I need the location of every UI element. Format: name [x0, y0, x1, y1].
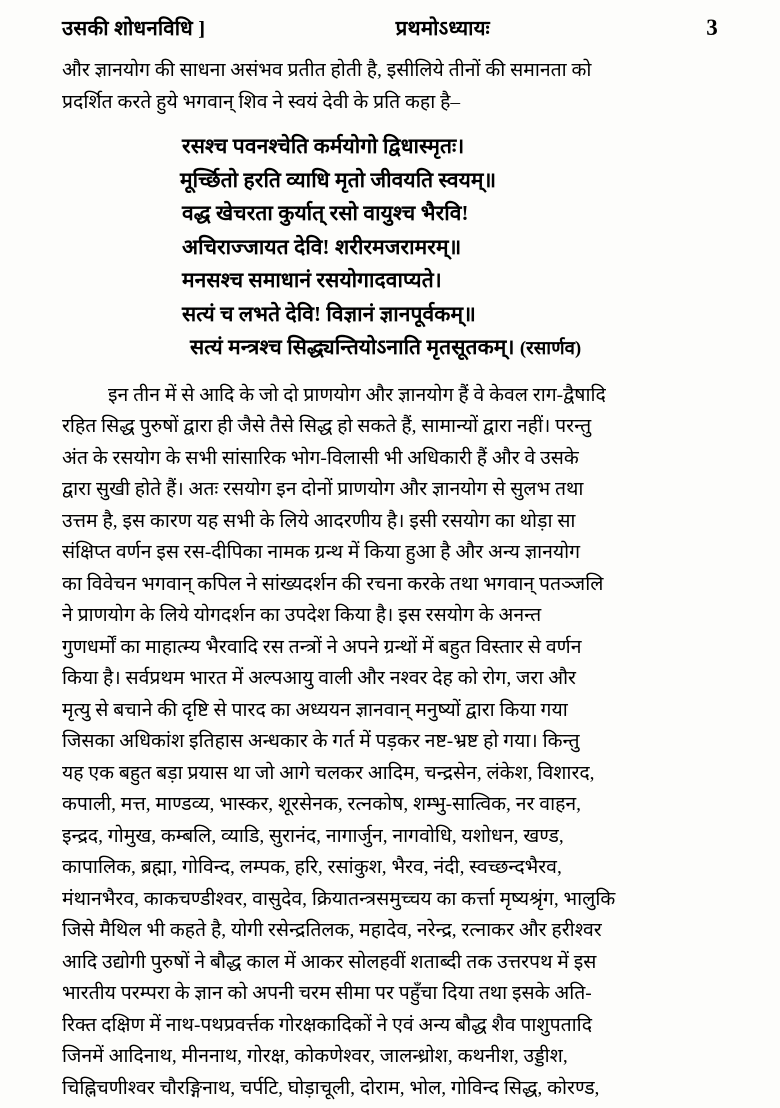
running-header	[62, 0, 722, 42]
body-line-11: मृत्यु से बचाने की दृष्टि से पारद का अध्ययन ज्ञानवान् मनुष्यों द्वारा किया गया	[62, 699, 568, 721]
verse-line-5: मनसश्च समाधानं रसयोगादवाप्यते।	[182, 268, 442, 292]
body-line-21: रिक्त दक्षिण में नाथ-पथप्रवर्त्तक गोरक्षकादिकों ने एवं अन्य बौद्ध शैव पाशुपतादि	[62, 1014, 593, 1036]
body-line-9: गुणधर्मों का माहात्म्य भैरवादि रस तन्त्रों ने अपने ग्रन्थों में बहुत विस्तार से वर्णन	[62, 636, 582, 658]
verse-source-citation: (रसार्णव)	[519, 339, 582, 359]
body-line-2: रहित सिद्ध पुरुषों द्वारा ही जैसे तैसे सिद्ध हो सकते हैं, सामान्यों द्वारा नहीं। परन्तु	[62, 416, 592, 437]
body-line-13: यह एक बहुत बड़ा प्रयास था जो आगे चलकर आदिम, चन्द्रसेन, लंकेश, विशारद,	[62, 762, 595, 784]
body-line-17: मंथानभैरव, काकचण्डीश्वर, वासुदेव, क्रियातन्त्रसमुच्चय का कर्त्ता मृष्यश्रृंग, भालुकि	[62, 888, 616, 910]
intro-paragraph-text	[62, 55, 722, 118]
intro-paragraph	[62, 55, 722, 118]
body-line-10: किया है। सर्वप्रथम भारत में अल्पआयु वाली और नश्वर देह को रोग, जरा और	[62, 668, 576, 689]
body-line-22: जिनमें आदिनाथ, मीननाथ, गोरक्ष, कोकणेश्वर, जालन्ध्रोश, कथनीश, उड्डीश,	[62, 1046, 568, 1067]
body-line-20: भारतीय परम्परा के ज्ञान को अपनी चरम सीमा पर पहुँचा दिया तथा इसके अति-	[62, 983, 592, 1004]
intro-line-1: और ज्ञानयोग की साधना असंभव प्रतीत होती है, इसीलिये तीनों की समानता को	[62, 60, 592, 81]
verse-line-1: रसश्च पवनश्चेति कर्मयोगो द्विधास्मृतः।	[182, 134, 465, 158]
main-paragraph-text	[62, 380, 722, 1105]
body-line-19: आदि उद्योगी पुरुषों ने बौद्ध काल में आकर सोलहवीं शताब्दी तक उत्तरपथ में इस	[62, 951, 597, 973]
header-left-title: उसकी शोधनविधि ]	[62, 18, 206, 40]
verse-line-7-with-source	[62, 331, 722, 367]
body-line-23: चिह्निचणीश्वर चौरङ्गिनाथ, चर्पटि, घोड़ाचूली, दोराम, भोल, गोविन्द सिद्ध, कोरण्ड,	[62, 1077, 600, 1099]
body-line-12: जिसका अधिकांश इतिहास अन्धकार के गर्त में पड़कर नष्ट-भ्रष्ट हो गया। किन्तु	[62, 731, 580, 752]
verse-line-3: वद्ध खेचरता कुर्यात् रसो वायुश्च भैरवि!	[182, 201, 469, 225]
body-line-1: इन तीन में से आदि के जो दो प्राणयोग और ज्ञानयोग हैं वे केवल राग-द्वैषादि	[108, 384, 606, 406]
main-paragraph	[62, 380, 722, 1105]
verse-line-7: सत्यं मन्त्रश्च सिद्ध्यन्तियोऽनाति मृतसूतकम्।	[190, 335, 515, 359]
body-line-14: कपाली, मत्त, माण्डव्य, भास्कर, शूरसेनक, रत्नकोष, शम्भु-सात्विक, नर वाहन,	[62, 794, 582, 815]
sanskrit-verse-block	[62, 130, 722, 367]
header-chapter-title: प्रथमोऽध्यायः	[395, 18, 490, 40]
body-line-18: जिसे मैथिल भी कहते है, योगी रसेन्द्रतिलक, महादेव, नरेन्द्र, रत्नाकर और हरीश्वर	[62, 920, 602, 941]
page-number: 3	[706, 15, 718, 40]
verse-line-6: सत्यं च लभते देवि! विज्ञानं ज्ञानपूर्वकम्॥	[182, 301, 476, 326]
intro-line-2: प्रदर्शित करते हुये भगवान् शिव ने स्वयं देवी के प्रति कहा है–	[62, 91, 461, 113]
body-line-16: कापालिक, ब्रह्मा, गोविन्द, लम्पक, हरि, रसांकुश, भैरव, नंदी, स्वच्छन्दभैरव,	[62, 857, 562, 878]
body-line-7: का विवेचन भगवान् कपिल ने सांख्यदर्शन की रचना करके तथा भगवान् पतञ्जलि	[62, 573, 604, 595]
page-content	[62, 0, 722, 1108]
body-line-3: अंत के रसयोग के सभी सांसारिक भोग-विलासी भी अधिकारी हैं और वे उसके	[62, 447, 579, 469]
body-line-4: द्वारा सुखी होते हैं। अतः रसयोग इन दोनों प्राणयोग और ज्ञानयोग से सुलभ तथा	[62, 479, 584, 500]
body-line-15: इन्द्रद, गोमुख, कम्बलि, व्याडि, सुरानंद, नागार्जुन, नागवोधि, यशोधन, खण्ड,	[62, 825, 564, 847]
verse-line-2: मूर्च्छितो हरति व्याधि मृतो जीवयति स्वयम्॥	[180, 167, 497, 192]
body-line-6: संक्षिप्त वर्णन इस रस-दीपिका नामक ग्रन्थ में किया हुआ है और अन्य ज्ञानयोग	[62, 542, 581, 563]
body-line-5: उत्तम है, इस कारण यह सभी के लिये आदरणीय है। इसी रसयोग का थोड़ा सा	[62, 510, 576, 532]
body-line-8: ने प्राणयोग के लिये योगदर्शन का उपदेश किया है। इस रसयोग के अनन्त	[62, 605, 542, 626]
verse-line-4: अचिराज्जायत देवि! शरीरमजरामरम्॥	[182, 234, 462, 259]
